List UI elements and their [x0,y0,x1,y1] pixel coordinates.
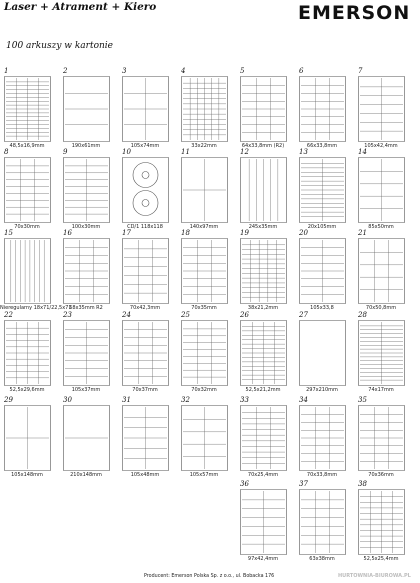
format-number: 22 [4,311,13,319]
sheet-outline [241,406,287,471]
sheet-thumbnail [63,405,110,471]
format-caption: 70x36mm [368,472,394,478]
sheet-thumbnail [240,157,287,223]
format-number: 13 [299,148,308,156]
sheet-outline [123,239,169,304]
sheet-thumbnail [240,320,287,386]
format-number: 12 [240,148,249,156]
format-number: 14 [358,148,367,156]
format-caption: 70x50,8mm [365,305,397,311]
format-caption: 140x97mm [189,224,219,230]
format-number: 27 [299,311,308,319]
format-number: 38 [358,480,367,488]
format-number: 5 [240,67,245,75]
header-subtitle: 100 arkuszy w kartonie [6,41,113,51]
format-number: 18 [181,229,190,237]
sheet-thumbnail [63,76,110,142]
sheet-thumbnail [181,405,228,471]
format-number: 6 [299,67,304,75]
format-caption: 70x35mm [191,305,217,311]
sheet-outline [241,239,287,304]
sheet-thumbnail [358,405,405,471]
format-caption: 105x42,4mm [364,143,398,149]
sheet-thumbnail [4,320,51,386]
format-caption: 105x37mm [71,387,101,393]
format-caption: 70x32mm [191,387,217,393]
format-number: 7 [358,67,363,75]
format-number: 9 [63,148,68,156]
format-number: 28 [358,311,367,319]
format-caption: 210x148mm [70,472,102,478]
format-caption: 105x48mm [130,472,160,478]
brand-logo: EMERSON [298,2,411,24]
format-caption: 63x38mm [309,556,335,562]
format-caption: Nieregularny 18x71/22,5x71 [0,305,72,311]
format-number: 32 [181,396,190,404]
format-caption: 100x30mm [71,224,101,230]
format-caption: 105x74mm [130,143,160,149]
sheet-outline [182,321,228,386]
sheet-thumbnail [299,76,346,142]
sheet-thumbnail [63,157,110,223]
format-caption: 52,5x21,2mm [245,387,281,393]
format-number: 4 [181,67,186,75]
format-number: 26 [240,311,249,319]
format-number: 8 [4,148,9,156]
sheet-outline [123,158,169,223]
sheet-outline [300,490,346,555]
format-caption: 190x61mm [71,143,101,149]
sheet-thumbnail [299,157,346,223]
format-number: 1 [4,67,9,75]
sheet-thumbnail [299,238,346,304]
format-number: 35 [358,396,367,404]
sheet-thumbnail [358,157,405,223]
sheet-thumbnail [4,238,51,304]
sheet-thumbnail [122,320,169,386]
sheet-thumbnail [181,157,228,223]
format-caption: 52,5x29,6mm [9,387,45,393]
format-number: 21 [358,229,367,237]
format-caption: 68x35mm R2 [69,305,103,311]
format-caption: 20x105mm [307,224,337,230]
sheet-thumbnail [240,489,287,555]
format-number: 17 [122,229,131,237]
format-caption: 97x42,4mm [247,556,279,562]
sheet-outline [359,239,405,304]
sheet-thumbnail [358,238,405,304]
format-number: 25 [181,311,190,319]
format-number: 31 [122,396,131,404]
format-number: 2 [63,67,68,75]
format-caption: 70x37mm [132,387,158,393]
sheet-thumbnail [240,238,287,304]
format-caption: 33x22mm [191,143,217,149]
sheet-thumbnail [358,489,405,555]
sheet-thumbnail [4,405,51,471]
format-number: 16 [63,229,72,237]
format-caption: 38x21,2mm [247,305,279,311]
sheet-thumbnail [63,320,110,386]
format-number: 23 [63,311,72,319]
sheet-thumbnail [122,76,169,142]
sheet-thumbnail [299,320,346,386]
format-caption: 48,5x16,9mm [9,143,45,149]
format-caption: 245x35mm [248,224,278,230]
sheet-outline [300,321,346,386]
sheet-thumbnail [63,238,110,304]
format-caption: 74x17mm [368,387,394,393]
sheet-thumbnail [122,157,169,223]
format-number: 33 [240,396,249,404]
format-caption: 66x33,8mm [306,143,338,149]
format-number: 29 [4,396,13,404]
sheet-thumbnail [4,76,51,142]
watermark: HURTOWNIA-BIUROWA.PL [338,573,411,579]
format-number: 37 [299,480,308,488]
format-caption: 105x33,8 [310,305,334,311]
format-caption: 297x210mm [306,387,338,393]
sheet-thumbnail [240,405,287,471]
format-caption: 85x50mm [368,224,394,230]
producer-footer: Producent: Emerson Polska Sp. z o.o., ul. Bobacka 176 [144,574,275,579]
sheet-thumbnail [240,76,287,142]
format-caption: 70x25,4mm [247,472,279,478]
format-caption: 70x33,8mm [306,472,338,478]
sheet-outline [5,239,51,304]
format-number: 30 [63,396,72,404]
sheet-thumbnail [299,405,346,471]
format-caption: 52,5x25,4mm [363,556,399,562]
format-number: 34 [299,396,308,404]
sheet-thumbnail [122,238,169,304]
format-number: 24 [122,311,131,319]
header-title: Laser + Atrament + Kiero [4,1,157,13]
sheet-outline [5,158,51,223]
format-caption: 105x57mm [189,472,219,478]
format-caption: 64x33,8mm (R2) [241,143,285,149]
sheet-thumbnail [122,405,169,471]
sheet-thumbnail [4,157,51,223]
format-number: 15 [4,229,13,237]
format-number: 3 [122,67,127,75]
format-number: 10 [122,148,131,156]
format-number: 11 [181,148,190,156]
format-caption: CD/1 118x118 [127,224,163,230]
format-number: 20 [299,229,308,237]
sheet-thumbnail [358,320,405,386]
format-caption: 70x42,3mm [129,305,161,311]
sheet-thumbnail [181,320,228,386]
sheet-thumbnail [358,76,405,142]
format-number: 36 [240,480,249,488]
format-number: 19 [240,229,249,237]
sheet-thumbnail [181,76,228,142]
sheet-thumbnail [181,238,228,304]
sheet-thumbnail [299,489,346,555]
format-caption: 105x148mm [11,472,43,478]
format-caption: 70x30mm [14,224,40,230]
